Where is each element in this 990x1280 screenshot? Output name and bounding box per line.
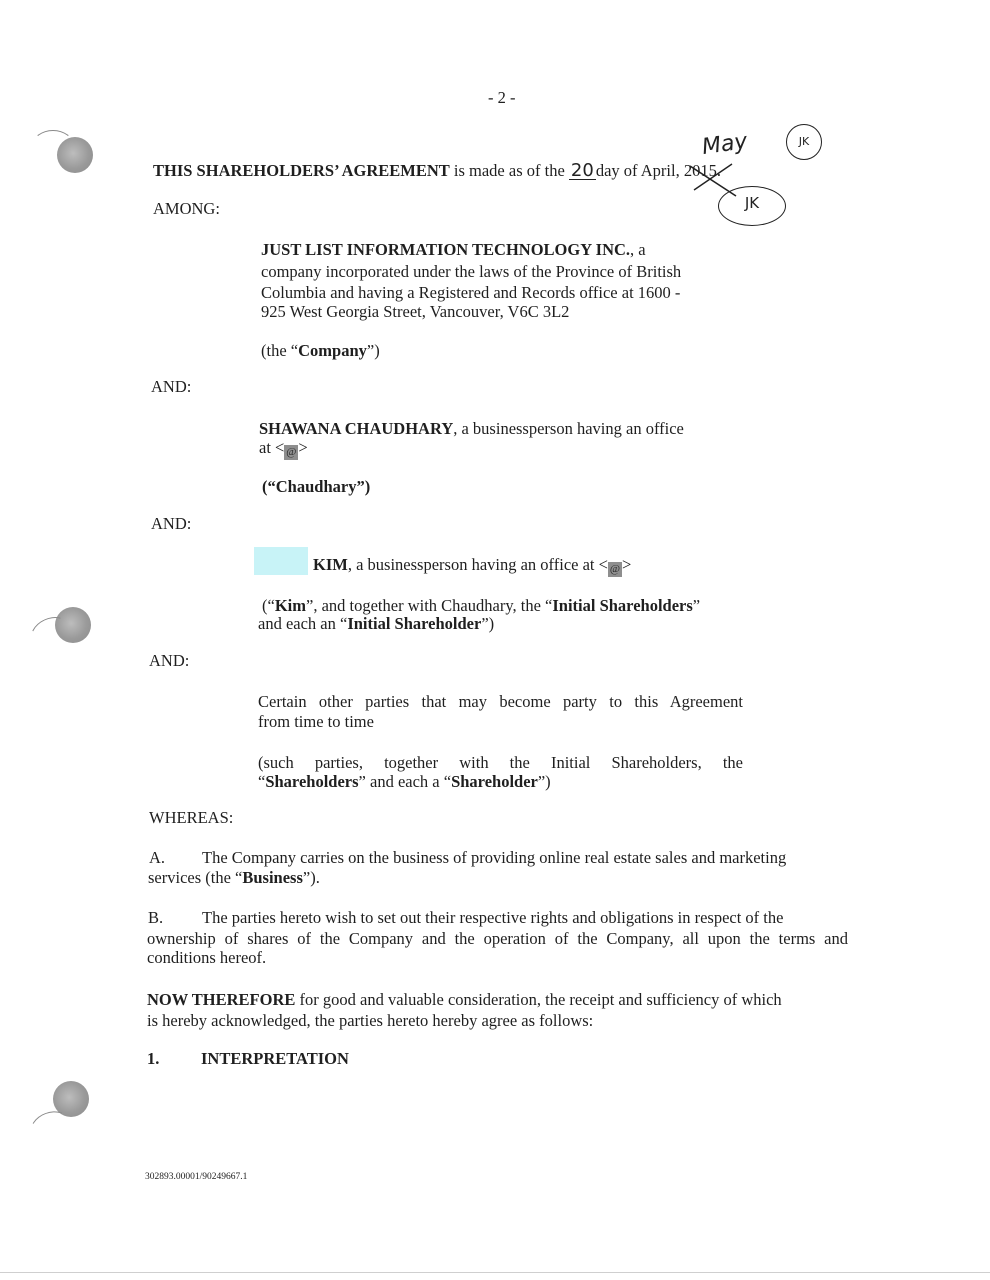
recital-b-line-2-text: ownership of shares of the Company and the operation of the Company, all upon the terms and	[147, 929, 848, 948]
initial-shareholder-term: Initial Shareholder	[347, 614, 482, 633]
kim-address-redacted: @	[609, 563, 621, 575]
whereas-label: WHEREAS:	[149, 808, 234, 827]
kim-line-1	[313, 555, 631, 577]
chaudhary-line-2	[259, 438, 308, 460]
others-def2-open: “	[258, 772, 266, 791]
intro-text: is made as of the	[449, 161, 569, 180]
kim-def-mid: ”, and together with Chaudhary, the “	[306, 596, 553, 615]
initials-text: JK	[744, 194, 760, 212]
others-def-line-1-text: (such parties, together with the Initial Shareholders, the	[258, 753, 743, 772]
recital-b-label: B.	[148, 908, 164, 927]
punch-hole-top-arc	[32, 130, 74, 162]
document-footer-id: 302893.00001/90249667.1	[145, 1172, 248, 1182]
chaudhary-at-prefix: at <	[259, 438, 285, 457]
kim-desc: , a businessperson having an office at <	[347, 555, 608, 574]
recital-a-line2-close: ”).	[302, 868, 320, 887]
and-label-2: AND:	[151, 514, 192, 533]
others-definition-line-1	[258, 753, 743, 773]
section-1-title: INTERPRETATION	[201, 1049, 349, 1068]
initial-shareholders-term: Initial Shareholders	[552, 596, 693, 615]
chaudhary-definition: (“Chaudhary”)	[262, 477, 371, 496]
among-label: AMONG:	[153, 199, 220, 218]
business-term: Business	[242, 868, 303, 887]
kim-definition-line-2	[258, 614, 494, 634]
handwritten-day: 20	[570, 160, 594, 181]
others-def2-close: ”)	[537, 772, 551, 791]
recital-b-line-1	[148, 908, 783, 928]
company-desc-line-1: company incorporated under the laws of the Province of British	[261, 262, 682, 281]
others-line-1-text: Certain other parties that may become party to this Agreement	[258, 692, 743, 711]
page-bottom-edge	[0, 1272, 990, 1273]
shareholder-term: Shareholder	[451, 772, 538, 791]
recital-b-line-3: conditions hereof.	[147, 948, 267, 967]
company-desc-line-3: 925 West Georgia Street, Vancouver, V6C 3L2	[261, 302, 570, 321]
recital-a-text: The Company carries on the business of providing online real estate sales and marketing	[202, 848, 787, 867]
recital-b-line-2	[147, 929, 848, 949]
company-definition	[261, 341, 380, 361]
struck-month: April	[640, 161, 676, 180]
section-1-heading	[147, 1049, 349, 1069]
recital-b-text: The parties hereto wish to set out their respective rights and obligations in respect of the	[202, 908, 784, 927]
kim-name: KIM	[313, 555, 348, 574]
recital-a-line-2	[148, 868, 320, 888]
kim-def-close: ”	[692, 596, 701, 615]
now-therefore-text: for good and valuable consideration, the receipt and sufficiency of which	[295, 990, 782, 1009]
others-def2-mid: ” and each a “	[358, 772, 452, 791]
chaudhary-line-1	[259, 419, 684, 439]
company-def-open: (the “	[261, 341, 299, 360]
shareholders-term: Shareholders	[265, 772, 359, 791]
kim-def2-close: ”)	[481, 614, 495, 633]
recital-a-line-1	[149, 848, 786, 868]
and-label-1: AND:	[151, 377, 192, 396]
chaudhary-name: SHAWANA CHAUDHARY	[259, 419, 454, 438]
chaudhary-at-suffix: >	[298, 438, 308, 457]
handwritten-month-correction: May	[700, 128, 750, 161]
company-desc-line-2: Columbia and having a Registered and Records office at 1600 -	[261, 283, 681, 302]
now-therefore-term: NOW THEREFORE	[147, 990, 296, 1009]
page-number: - 2 -	[488, 88, 516, 107]
agreement-title: THIS SHAREHOLDERS’ AGREEMENT	[153, 161, 450, 180]
kim-def2-open: and each an “	[258, 614, 348, 633]
handwritten-circled-mark	[786, 124, 822, 160]
section-1-number: 1.	[147, 1049, 160, 1068]
kim-def-open: (“	[262, 596, 275, 615]
others-line-2: from time to time	[258, 712, 374, 731]
kim-definition-line-1	[262, 596, 700, 616]
redaction-highlight	[254, 547, 308, 575]
now-therefore-line-2: is hereby acknowledged, the parties hereto hereby agree as follows:	[147, 1011, 594, 1030]
company-def-close: ”)	[366, 341, 380, 360]
intro-year: , 2015.	[675, 161, 721, 180]
chaudhary-address-redacted: @	[286, 446, 297, 458]
kim-at-suffix: >	[621, 555, 632, 574]
chaudhary-desc: , a businessperson having an office	[453, 419, 684, 438]
company-def-term: Company	[298, 341, 367, 360]
company-name-line	[261, 240, 646, 260]
company-name-suffix: , a	[630, 240, 646, 259]
and-label-3: AND:	[149, 651, 190, 670]
recital-a-line2-open: services (the “	[148, 868, 243, 887]
others-definition-line-2	[258, 772, 551, 792]
kim-def-term: Kim	[274, 596, 306, 615]
intro-line	[153, 161, 721, 181]
company-name: JUST LIST INFORMATION TECHNOLOGY INC.	[261, 240, 631, 259]
recital-a-label: A.	[149, 848, 166, 867]
others-line-1	[258, 692, 743, 712]
now-therefore-line-1	[147, 990, 782, 1010]
circled-mark-text: JK	[798, 135, 810, 148]
intro-day-text: day of	[595, 161, 641, 180]
